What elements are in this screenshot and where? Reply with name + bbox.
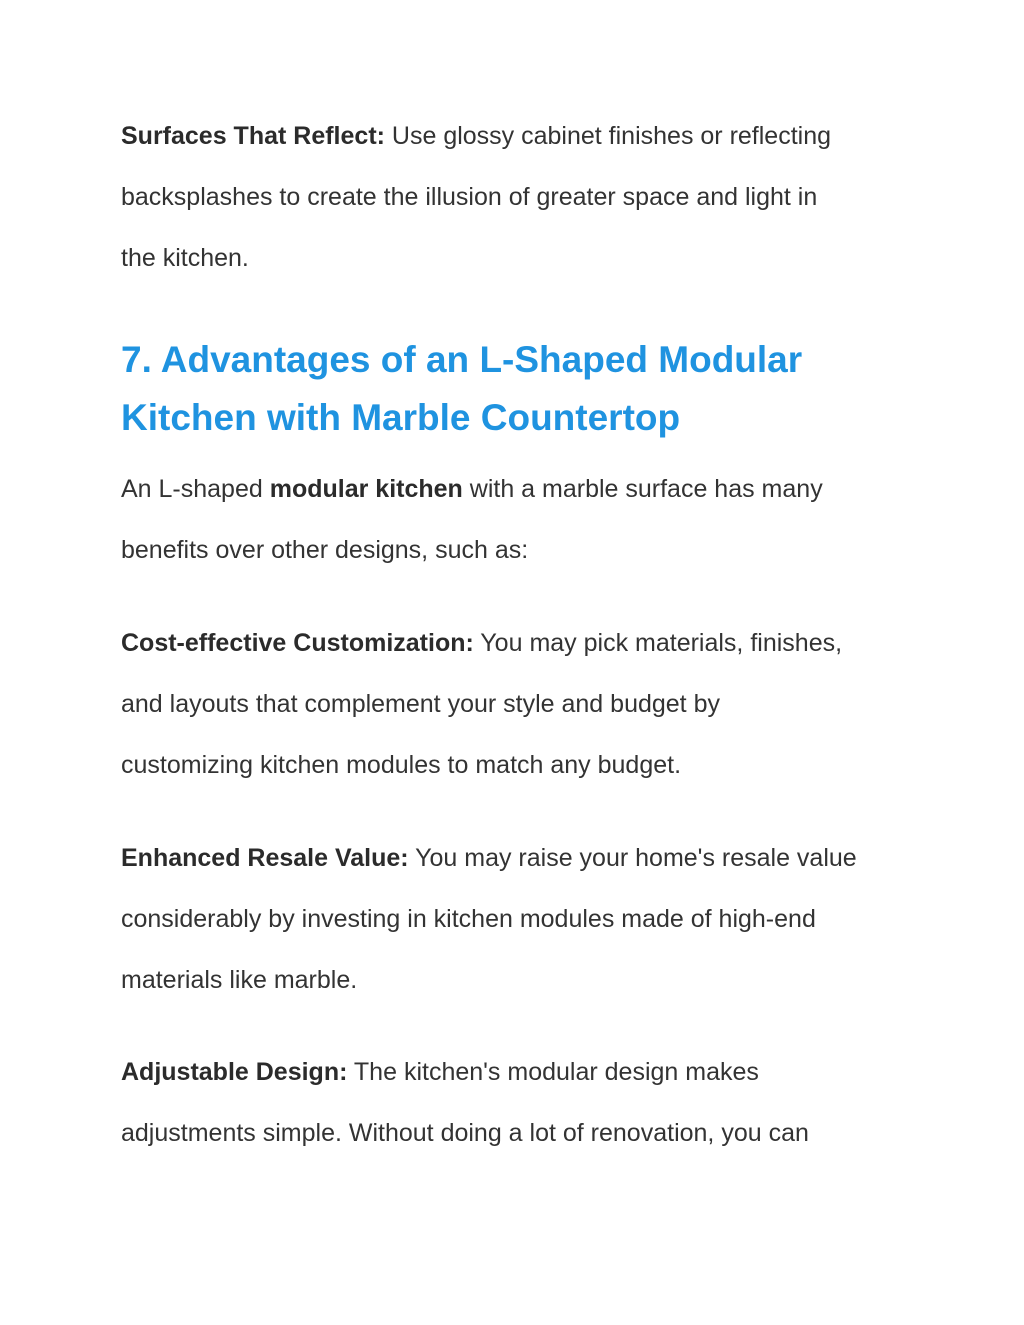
paragraph-text: An L-shaped — [121, 475, 270, 503]
paragraph-line: materials like marble. — [121, 966, 358, 994]
paragraph-intro — [121, 459, 823, 581]
paragraph-line — [121, 106, 831, 167]
heading-line: 7. Advantages of an L-Shaped Modular — [121, 339, 803, 380]
paragraph-text: with a marble surface has many — [462, 475, 823, 503]
bold-label: Cost-effective Customization: — [121, 629, 474, 657]
paragraph-line — [121, 459, 823, 520]
section-heading — [121, 331, 802, 447]
bold-label: Enhanced Resale Value: — [121, 844, 409, 872]
bold-keyword: modular kitchen — [269, 475, 463, 503]
heading-line: Kitchen with Marble Countertop — [121, 397, 681, 438]
paragraph-line: customizing kitchen modules to match any budget. — [121, 751, 682, 779]
bold-label: Surfaces That Reflect: — [121, 122, 385, 150]
paragraph-line: considerably by investing in kitchen modules made of high-end — [121, 905, 816, 933]
paragraph-cost-effective-customization — [121, 613, 842, 796]
paragraph-text: The kitchen's modular design makes — [347, 1058, 759, 1086]
paragraph-line — [121, 1042, 809, 1103]
paragraph-text: You may raise your home's resale value — [408, 844, 857, 872]
paragraph-text: Use glossy cabinet finishes or reflecting — [384, 122, 832, 150]
paragraph-line — [121, 828, 857, 889]
paragraph-line — [121, 613, 842, 674]
bold-label: Adjustable Design: — [121, 1058, 348, 1086]
paragraph-surfaces-that-reflect — [121, 106, 831, 289]
paragraph-line: benefits over other designs, such as: — [121, 536, 529, 564]
paragraph-line: and layouts that complement your style and budget by — [121, 690, 720, 718]
paragraph-adjustable-design — [121, 1042, 809, 1164]
paragraph-line: backsplashes to create the illusion of greater space and light in — [121, 183, 818, 211]
paragraph-line: adjustments simple. Without doing a lot of renovation, you can — [121, 1119, 809, 1147]
paragraph-enhanced-resale-value — [121, 828, 857, 1011]
paragraph-text: You may pick materials, finishes, — [473, 629, 843, 657]
paragraph-line: the kitchen. — [121, 244, 249, 272]
